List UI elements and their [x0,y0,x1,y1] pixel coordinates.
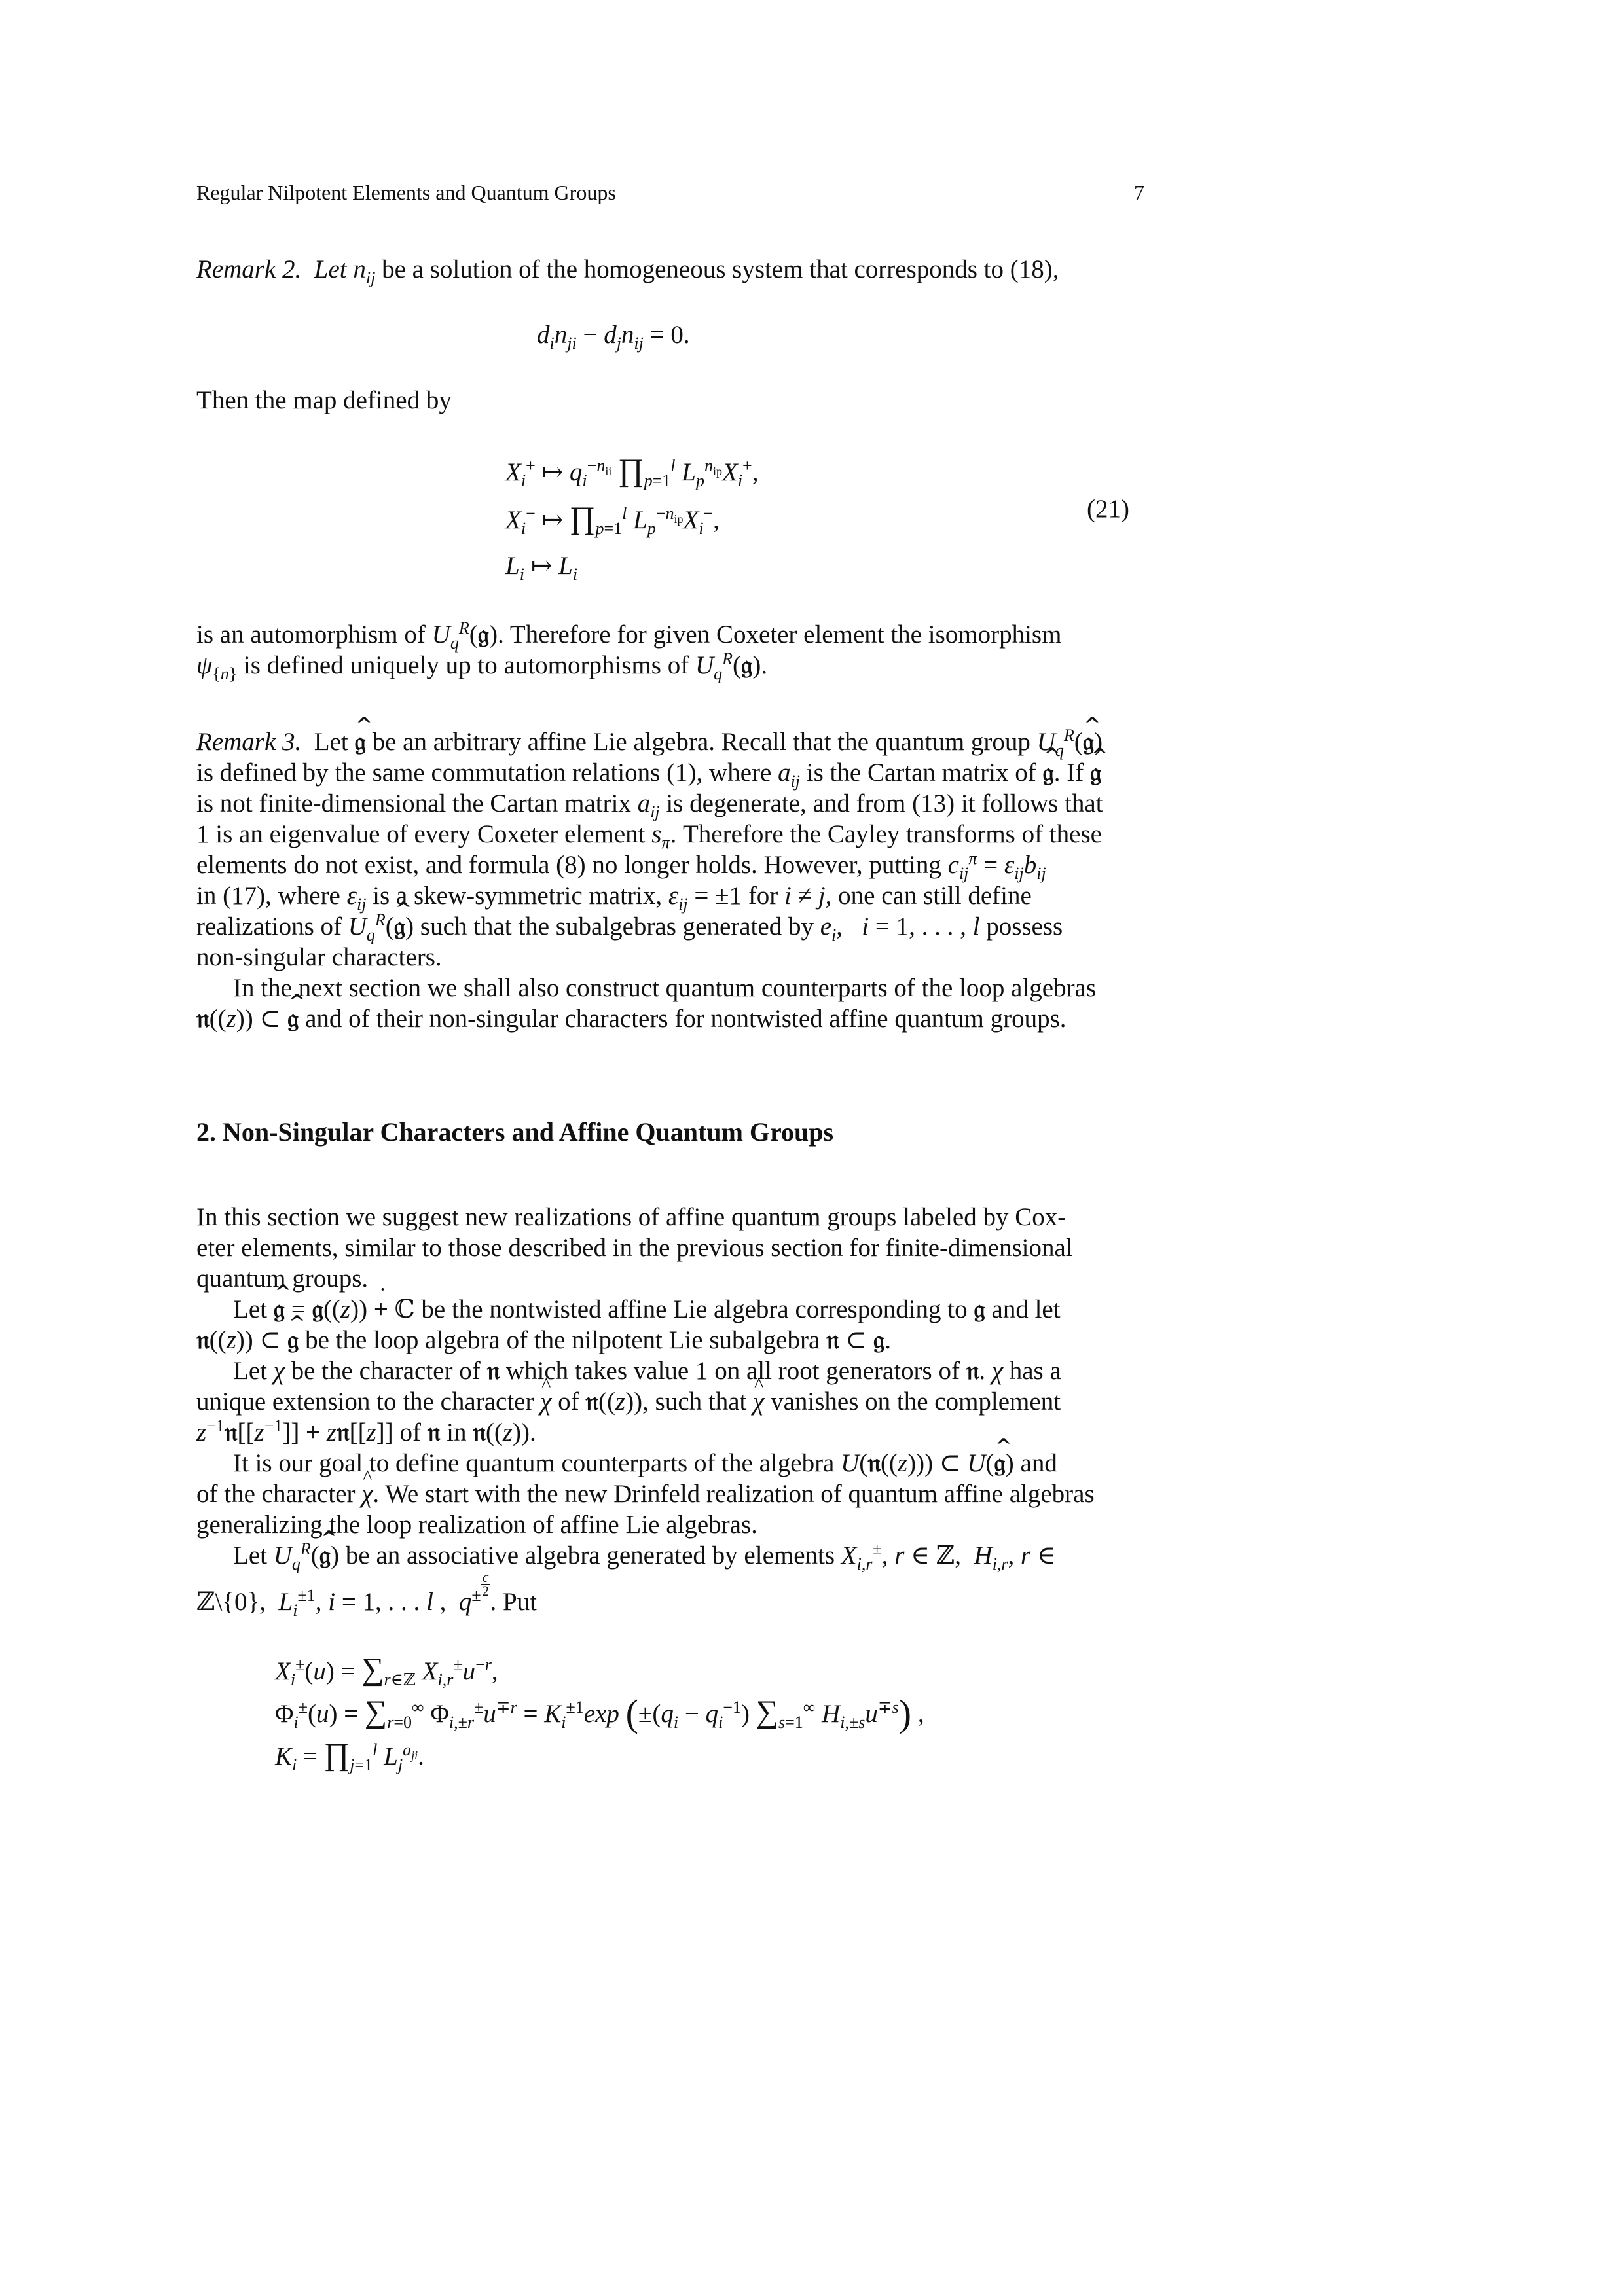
remark-2-intro: Remark 2. Let $n_{ij}$ be a solution of the homogeneous system that corresponds to (18), [196,255,1059,287]
section-2-heading: 2. Non-Singular Characters and Affine Quantum Groups [196,1117,834,1147]
running-title: Regular Nilpotent Elements and Quantum Groups [196,181,616,204]
remark-3-label: Remark 3. [196,728,302,756]
equation-number-21: (21) [1087,495,1129,523]
remark-2-conclusion: is an automorphism of $U_q^R(𝔤)$. Therefore for given Coxeter element the isomorphism $\psi_{\{n\}}$ is defined uniquely up to automorphisms of $U_q^R(𝔤)$. [196,619,1062,683]
remark-3: Remark 3. Let ^ 𝔤 be an arbitrary affine Lie algebra. Recall that the quantum group $U_q^R(\^{}$ 𝔤) is defined by the same commutation relations (1), where $a_{ij}$ is the Cartan matrix of ^ 𝔤. If ^ 𝔤 is not finite-dimensional the Cartan matrix $a_{ij}$ is degenerate, and from (13) it follows that 1 is an eigenvalue of every Coxeter element $s_\pi$. Therefore the Cayley transforms of these elements do not exist, and formula (8) no longer holds. However, putting $c_{ij}^\pi = \varepsilon_{ij}b_{ij}$ in (17), where $\varepsilon_{ij}$ is a skew-symmetric matrix, $\varepsilon_{ij} = \pm 1$ for i ≠ j, one can still define realizations of $U_q^R(\^{}$ 𝔤) such that the subalgebras generated by $e_i$, i = 1, . . . , l possess non-singular characters. In the next section we shall also construct quantum counterparts of the loop algebras 𝔫((z)) ⊂ ^ 𝔤 and of their non-singular characters for nontwisted affine quantum groups. [196,726,1144,1034]
page-number: 7 [1134,181,1144,204]
homogeneous-equation: $d_in_{ji} - d_jn_{ij} = 0$. [537,321,690,353]
remark-2-label: Remark 2. [196,255,302,283]
automorphism-map-equations: $X_i^+$ ↦ $q_i^{-n_{ii}}$ $\prod_{p=1}^l$ $L_p^{n_{ip}}X_i^+$, $X_i^-$ ↦ $\prod_{p=1}^l$ $L_p^{-n_{ip}}X_i^-$, $L_i$ ↦ $L_i$ [505,453,759,584]
drinfeld-generating-functions: $X_i^\pm(u) = \sum_{r\in ℤ}$ $X_{i,r}^\pm u^{-r}$, $\Phi_i^\pm(u) = \sum_{r=0}^\infty$ $\Phi_{i,\pm r}^\pm u^{\mp r} = K_i^{\pm 1}\exp$ ($\pm(q_i - q_i^{-1})$ $\sum_{s=1}^\infty$ $H_{i,\pm s}u^{\mp s}$) , $K_i$ = $\prod_{j=1}^l$ $L_j^{a_{ji}}$. [275,1652,924,1774]
section-2-body: In this section we suggest new realizations of affine quantum groups labeled by Cox- eter elements, similar to those described in the previous section for finite-dimensional quantum groups. Let ^ 𝔤 = 𝔤((z)) · + ℂ be the nontwisted affine Lie algebra corresponding to 𝔤 and let 𝔫((z)) ⊂ ^ 𝔤 be the loop algebra of the nilpotent Lie subalgebra 𝔫 ⊂ 𝔤. Let χ be the character of 𝔫 which takes value 1 on all root generators of 𝔫. χ has a unique extension to the character ^ χ of 𝔫((z)), such that ^ χ vanishes on the complement $z^{-1}𝔫[[z^{-1}]]$ + z𝔫[[z]] of 𝔫 in 𝔫((z)). It is our goal to define quantum counterparts of the algebra U(𝔫((z))) ⊂ U(^ 𝔤) and of the character ^ χ. We start with the new Drinfeld realization of quantum affine algebras generalizing the loop realization of affine Lie algebras. Let $U_q^R(\^{}$ 𝔤) be an associative algebra generated by elements $X_{i,r}^\pm$, r ∈ ℤ, $H_{i,r}$, r ∈ ℤ\{0}, $L_i^{\pm 1}$, i = 1, . . . l , $q^{\pm \frac{c}{2}}$ . Put [196,1202,1144,1617]
map-intro: Then the map defined by [196,386,452,414]
running-header [196,181,1144,207]
